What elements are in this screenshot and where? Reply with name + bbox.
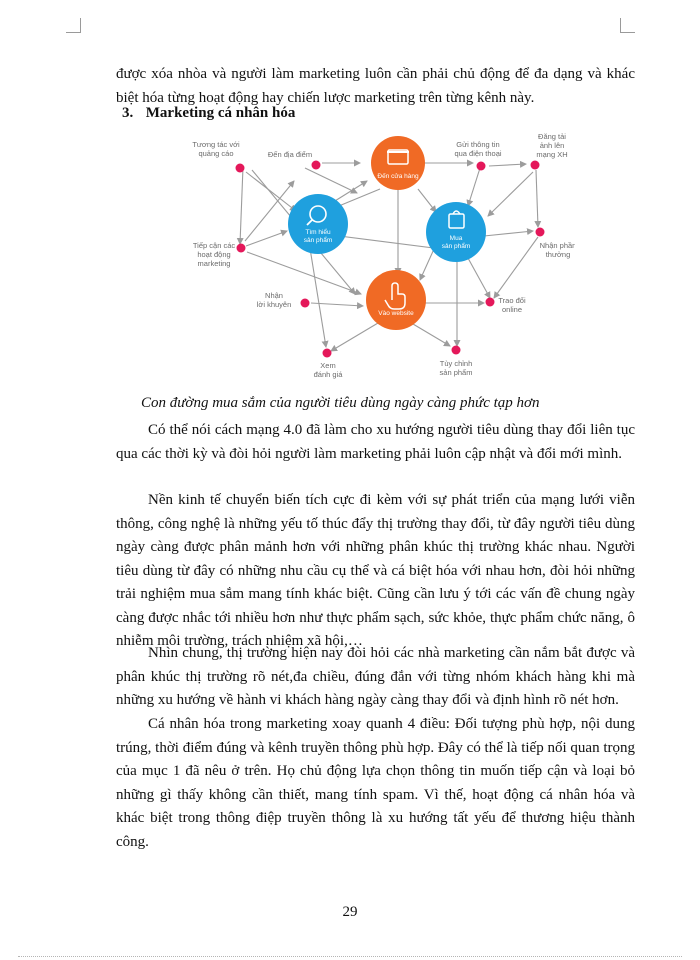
hub-research-label-1: Tìm hiểu: [305, 229, 331, 236]
node-reward-label-1: Nhận phần: [539, 241, 575, 250]
arrow: [489, 164, 526, 166]
shopping-journey-diagram: [170, 128, 575, 380]
node-phone-label-1: Gửi thông tin: [456, 140, 500, 149]
node-reward-label-2: thưởng: [545, 250, 571, 259]
arrow: [484, 231, 533, 236]
intro-paragraph: được xóa nhòa và người làm marketing luôn cần phải chủ động để đa dạng và khác biệt hóa từng hoạt động hay chiến lược marketing trên từng kênh này.: [116, 66, 635, 106]
section-heading: [122, 105, 295, 122]
node-advice-label-1: Nhận: [265, 291, 283, 300]
paragraph-3: Nhìn chung, thị trường hiện nay đòi hỏi các nhà marketing cần nắm bắt được và phân khúc thị trường rõ nét,đa chiều, đúng đắn với từng nhóm khách hàng khi mà những xu hướng về hành vi khách hàng ngày càng thay đổi và định hình rõ nét hơn.: [116, 645, 635, 708]
hub-purchase: [426, 202, 486, 262]
node-social-label-3: mạng XH: [536, 150, 568, 159]
node-marketing-label-2: hoạt động: [197, 250, 231, 259]
arrow: [418, 189, 436, 212]
hub-purchase-label-2: sản phẩm: [441, 243, 471, 250]
figure-caption: Con đường mua sắm của người tiêu dùng ngày càng phức tạp hơn: [141, 395, 540, 411]
hub-store: [371, 136, 425, 190]
page-number: 29: [342, 904, 358, 920]
arrow: [240, 167, 243, 244]
arrow: [331, 323, 378, 351]
arrow: [413, 324, 450, 346]
arrow: [468, 168, 480, 206]
hub-research: [288, 194, 348, 254]
node-marketing-label-3: marketing: [197, 259, 231, 268]
arrow: [494, 237, 538, 298]
arrow: [247, 252, 361, 294]
node-dot-reward: [536, 228, 545, 237]
node-ad-label-2: quảng cáo: [198, 149, 234, 158]
node-review-label-2: đánh giá: [313, 370, 343, 379]
node-phone-label-2: qua điện thoại: [454, 149, 502, 158]
arrow: [246, 231, 287, 246]
node-marketing-label-1: Tiếp cận các: [192, 241, 236, 250]
node-advice-label-2: lời khuyên: [256, 300, 292, 309]
node-dot-social: [531, 161, 540, 170]
node-location-label: Đến địa điểm: [267, 150, 313, 159]
arrow: [488, 172, 533, 216]
arrow: [536, 170, 538, 227]
section-title: Marketing cá nhân hóa: [145, 105, 296, 121]
page-bottom-border: [18, 956, 682, 957]
arrow: [246, 172, 296, 211]
hub-website-label: Vào website: [378, 310, 414, 317]
arrow: [420, 249, 434, 280]
section-number: 3.: [122, 105, 134, 121]
hub-website: [366, 270, 426, 330]
hub-purchase-label-1: Mua: [449, 235, 463, 242]
crop-mark-top-right: [620, 18, 635, 33]
paragraph-4: Cá nhân hóa trong marketing xoay quanh 4 điều: Đối tượng phù hợp, nội dung trúng, thời điểm đúng và kênh truyền thông phù hợp. Đây có thể là tiếp nối quan trọng của mục 1 đã nêu ở trên. Họ chủ động lựa chọn thông tin muốn tiếp cận và loại bỏ những gì thấy không cần thiết, mang tính spam. Vì thế, hoạt động cá nhân hóa và khác biệt trong thông điệp truyền thông là xu hướng tất yếu để thương hiệu thành công.: [116, 716, 635, 850]
node-online-label-1: Trao đổi: [498, 296, 526, 305]
node-ad-label-1: Tương tác với: [192, 140, 240, 149]
paragraph-1: Có thể nói cách mạng 4.0 đã làm cho xu hướng người tiêu dùng thay đổi liên tục qua các thời kỳ và đòi hỏi người làm marketing phải luôn cập nhật và đổi mới mình.: [116, 422, 635, 462]
node-review-label-1: Xem: [320, 361, 336, 370]
hub-store-label: Đến cửa hàng: [377, 173, 419, 180]
hub-research-label-2: sản phẩm: [303, 237, 333, 244]
node-dot-ad: [236, 164, 245, 173]
node-customize-label-2: sản phẩm: [439, 368, 473, 377]
node-social-label-1: Đăng tải: [538, 132, 566, 141]
crop-mark-top-left: [66, 18, 81, 33]
arrow: [305, 168, 357, 193]
node-social-label-2: ảnh lên: [539, 141, 565, 150]
node-dot-advice: [301, 299, 310, 308]
node-customize-label-1: Tùy chỉnh: [439, 359, 473, 368]
node-online-label-2: online: [501, 305, 523, 314]
node-dot-review: [323, 349, 332, 358]
node-dot-customize: [452, 346, 461, 355]
paragraph-2: Nền kinh tế chuyển biến tích cực đi kèm với sự phát triển của mạng lưới viễn thông, công nghệ là những yếu tố thúc đẩy thị trường thay đổi, từ đây người tiêu dùng ngày càng được phân mảnh hơn với những phân khúc thị trường khác nhau. Người tiêu dùng từ đây có những nhu cầu cụ thể và cá biệt hóa với nhau hơn, đòi hỏi những trải nghiệm mua sắm mang tính khác biệt. Cũng cần lưu ý tới các vấn đề chung ngày càng được nhắc tới nhiều hơn như thực phẩm sạch, sức khỏe, thực phẩm chức năng, ô nhiễm môi trường, trách nhiệm xã hội,…: [116, 492, 635, 649]
node-dot-online: [486, 298, 495, 307]
node-dot-location: [312, 161, 321, 170]
node-dot-marketing: [237, 244, 246, 253]
node-dot-phone: [477, 162, 486, 171]
